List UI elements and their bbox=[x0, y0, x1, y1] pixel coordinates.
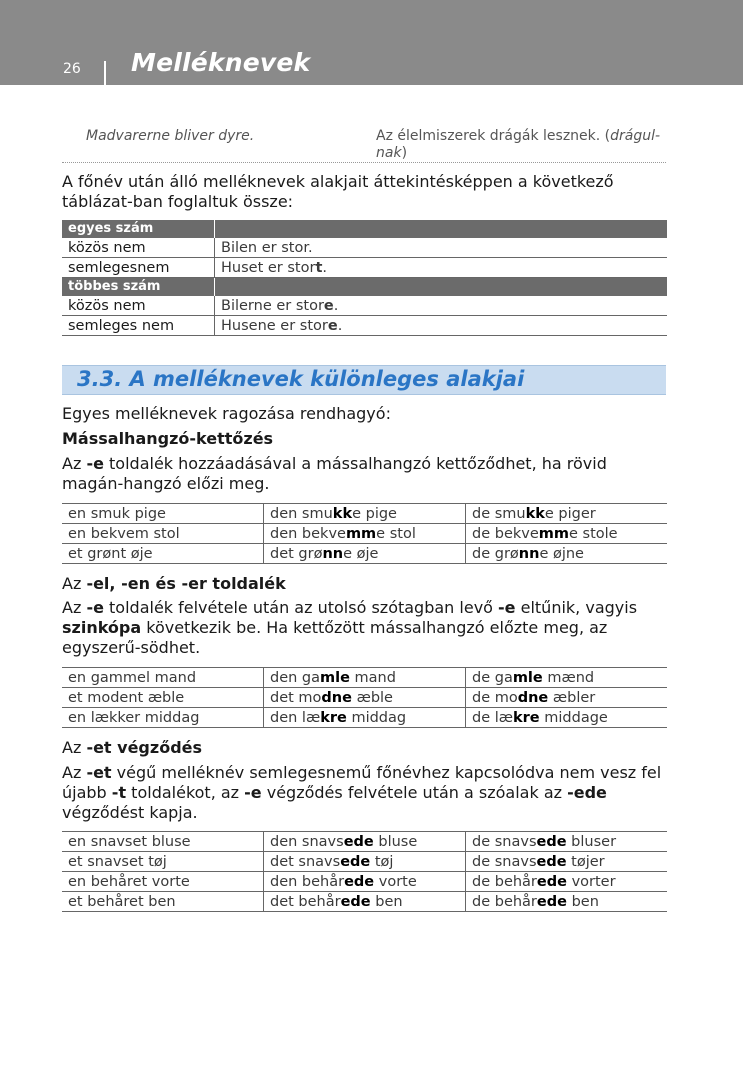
text-run: det snavs bbox=[270, 853, 341, 870]
text-run: den snavs bbox=[270, 833, 344, 850]
table-cell bbox=[62, 892, 264, 912]
table-cell bbox=[62, 852, 264, 872]
bold-run: e bbox=[327, 317, 338, 334]
example-hungarian-text: Az élelmiszerek drágák lesznek. ( bbox=[376, 128, 611, 144]
table-cell bbox=[62, 668, 264, 688]
table-row bbox=[62, 238, 667, 258]
table-cell bbox=[264, 872, 466, 892]
text-run: . bbox=[333, 297, 339, 314]
text-run: toldalék hozzáadásával a mássalhangzó kettőződhet, ha rövid magán-hangzó előzi meg. bbox=[62, 454, 607, 493]
bold-run: -en és -er toldalék bbox=[121, 574, 286, 593]
text-run: æbler bbox=[548, 689, 596, 706]
table-row bbox=[62, 832, 667, 852]
table-row bbox=[62, 296, 667, 316]
text-run: en bekvem stol bbox=[68, 525, 180, 542]
text-run: den smu bbox=[270, 505, 333, 522]
text-run: det behår bbox=[270, 893, 341, 910]
table-row bbox=[62, 524, 667, 544]
text-run: Az bbox=[62, 738, 87, 757]
text-run: e stole bbox=[568, 525, 618, 542]
table-header-row bbox=[62, 220, 667, 238]
subheading-consonant-doubling: Mássalhangzó-kettőzés bbox=[62, 429, 274, 448]
text-run: middage bbox=[539, 709, 608, 726]
text-run: de snavs bbox=[472, 853, 537, 870]
text-run: végű melléknév semlegesnemű főnévhez kapcsolódva nem vesz fel újabb bbox=[62, 763, 662, 802]
bold-run: dne bbox=[517, 689, 549, 706]
paragraph-consonant-doubling bbox=[62, 454, 668, 494]
bold-run: -e bbox=[86, 598, 104, 617]
table-row bbox=[62, 544, 667, 564]
text-run: de grø bbox=[472, 545, 519, 562]
cell-example bbox=[215, 296, 668, 316]
text-run: æble bbox=[351, 689, 393, 706]
text-run: e piger bbox=[544, 505, 596, 522]
subheading-et-ending bbox=[62, 738, 668, 758]
text-run: et grønt øje bbox=[68, 545, 153, 562]
table-cell bbox=[62, 504, 264, 524]
text-run: det mo bbox=[270, 689, 322, 706]
intro-paragraph: A főnév után álló melléknevek alakjait áttekintésképpen a következő táblázat-ban foglaltuk össze: bbox=[62, 172, 614, 211]
bold-run: e bbox=[323, 297, 334, 314]
table-row bbox=[62, 872, 667, 892]
table-cell bbox=[264, 852, 466, 872]
text-run: tøj bbox=[370, 853, 394, 870]
table-row bbox=[62, 708, 667, 728]
text-run: den behår bbox=[270, 873, 345, 890]
text-run: ben bbox=[370, 893, 403, 910]
table-cell bbox=[466, 668, 668, 688]
text-run: bluse bbox=[373, 833, 418, 850]
text-run: Az bbox=[62, 454, 87, 473]
header-divider bbox=[104, 61, 106, 85]
text-run: de mo bbox=[472, 689, 518, 706]
table-cell bbox=[62, 688, 264, 708]
text-run: et behåret ben bbox=[68, 893, 176, 910]
dotted-divider bbox=[62, 162, 666, 163]
bold-run: ede bbox=[536, 833, 567, 850]
table-cell bbox=[62, 544, 264, 564]
cell-label: egyes szám bbox=[62, 220, 215, 238]
text-run: Az bbox=[62, 598, 87, 617]
table-consonant-doubling bbox=[62, 503, 667, 564]
text-run: e pige bbox=[352, 505, 397, 522]
text-run: den bekve bbox=[270, 525, 346, 542]
example-hungarian-close: ) bbox=[401, 145, 408, 161]
table-et-ending bbox=[62, 831, 667, 912]
table-cell bbox=[62, 708, 264, 728]
table-cell bbox=[264, 524, 466, 544]
table-row bbox=[62, 504, 667, 524]
text-run: Huset er stor bbox=[221, 259, 316, 276]
cell-label: többes szám bbox=[62, 278, 215, 297]
bold-run: mm bbox=[345, 525, 377, 542]
bold-run: kk bbox=[525, 505, 545, 522]
bold-run: mm bbox=[538, 525, 569, 542]
paragraph-et-ending bbox=[62, 763, 668, 823]
bold-run: szinkópa bbox=[62, 618, 142, 637]
bold-run: mle bbox=[320, 669, 350, 686]
table-cell bbox=[466, 852, 668, 872]
cell-example bbox=[215, 238, 668, 258]
page-number: 26 bbox=[63, 61, 81, 77]
table-cell bbox=[466, 832, 668, 852]
text-run: de ga bbox=[472, 669, 513, 686]
bold-run: dne bbox=[321, 689, 352, 706]
example-danish: Madvarerne bliver dyre. bbox=[86, 128, 255, 144]
table-cell bbox=[62, 524, 264, 544]
table-cell bbox=[264, 668, 466, 688]
example-hungarian bbox=[376, 128, 666, 162]
cell-example bbox=[215, 316, 668, 336]
text-run: en gammel mand bbox=[68, 669, 197, 686]
summary-table bbox=[62, 220, 667, 336]
section-heading bbox=[62, 365, 666, 395]
text-run: de behår bbox=[472, 893, 537, 910]
text-run: Az bbox=[62, 763, 87, 782]
cell-label: semlegesnem bbox=[62, 258, 215, 278]
bold-run: ede bbox=[536, 853, 567, 870]
table-cell bbox=[264, 544, 466, 564]
text-run: bluser bbox=[566, 833, 617, 850]
text-run: en behåret vorte bbox=[68, 873, 190, 890]
table-cell bbox=[264, 832, 466, 852]
text-run: den læ bbox=[270, 709, 321, 726]
table-syncope bbox=[62, 667, 667, 728]
table-row bbox=[62, 258, 667, 278]
cell-example bbox=[215, 220, 668, 238]
bold-run: kk bbox=[332, 505, 353, 522]
text-run: következik be. Ha kettőzött mássalhangzó előzte meg, az egyszerű-södhet. bbox=[62, 618, 608, 657]
text-run: tøjer bbox=[566, 853, 605, 870]
text-run: det grø bbox=[270, 545, 323, 562]
chapter-title: Melléknevek bbox=[131, 48, 311, 77]
text-run: Bilerne er stor bbox=[221, 297, 324, 314]
bold-run: kre bbox=[320, 709, 347, 726]
bold-run: -el bbox=[86, 574, 110, 593]
bold-run: -t bbox=[111, 783, 127, 802]
bold-run: ede bbox=[536, 873, 567, 890]
text-run: Az bbox=[62, 574, 87, 593]
text-run: mænd bbox=[542, 669, 595, 686]
text-run: vorte bbox=[374, 873, 417, 890]
bold-run: ede bbox=[340, 853, 371, 870]
text-run: de bekve bbox=[472, 525, 539, 542]
text-run: . bbox=[322, 259, 327, 276]
text-run: en smuk pige bbox=[68, 505, 166, 522]
text-run: . bbox=[337, 317, 343, 334]
page-header bbox=[0, 0, 743, 85]
cell-example bbox=[215, 258, 668, 278]
cell-label: semleges nem bbox=[62, 316, 215, 336]
cell-label: közös nem bbox=[62, 296, 215, 316]
text-run: Bilen er stor. bbox=[221, 239, 313, 256]
bold-run: mle bbox=[512, 669, 543, 686]
table-cell bbox=[264, 504, 466, 524]
bold-run: -ede bbox=[567, 783, 607, 802]
bold-run: ede bbox=[343, 833, 374, 850]
bold-run: ede bbox=[344, 873, 375, 890]
table-header-row bbox=[62, 278, 667, 297]
table-cell bbox=[466, 504, 668, 524]
text-run: middag bbox=[346, 709, 407, 726]
text-run: de behår bbox=[472, 873, 537, 890]
table-cell bbox=[466, 524, 668, 544]
cell-example bbox=[215, 278, 668, 297]
text-run: en lækker middag bbox=[68, 709, 200, 726]
text-run: e øje bbox=[343, 545, 379, 562]
text-run: de snavs bbox=[472, 833, 537, 850]
table-row bbox=[62, 668, 667, 688]
text-run: de smu bbox=[472, 505, 526, 522]
subheading-el-en-er bbox=[62, 574, 668, 594]
text-run: toldalék felvétele után az utolsó szótagban levő bbox=[103, 598, 499, 617]
table-row bbox=[62, 316, 667, 336]
bold-run: t bbox=[315, 259, 323, 276]
section-title: 3.3. A melléknevek különleges alakjai bbox=[77, 367, 525, 391]
text-run: Husene er stor bbox=[221, 317, 328, 334]
bold-run: -et végződés bbox=[86, 738, 203, 757]
text-run: vorter bbox=[566, 873, 616, 890]
table-cell bbox=[466, 708, 668, 728]
table-cell bbox=[264, 688, 466, 708]
table-row bbox=[62, 688, 667, 708]
text-run: et modent æble bbox=[68, 689, 185, 706]
bold-run: ede bbox=[536, 893, 567, 910]
text-run: végződés felvétele után a szóalak az bbox=[261, 783, 568, 802]
table-cell bbox=[466, 872, 668, 892]
bold-run: -e bbox=[244, 783, 262, 802]
table-cell bbox=[466, 688, 668, 708]
text-run: e øjne bbox=[539, 545, 584, 562]
table-cell bbox=[466, 544, 668, 564]
bold-run: nn bbox=[518, 545, 540, 562]
bold-run: kre bbox=[513, 709, 540, 726]
table-cell bbox=[264, 892, 466, 912]
table-cell bbox=[62, 872, 264, 892]
text-run: de læ bbox=[472, 709, 514, 726]
bold-run: -e bbox=[86, 454, 104, 473]
paragraph-syncope bbox=[62, 598, 668, 658]
bold-run: , bbox=[109, 574, 122, 593]
table-row bbox=[62, 852, 667, 872]
bold-run: -e bbox=[498, 598, 516, 617]
text-run: végződést kapja. bbox=[62, 803, 198, 822]
text-run: toldalékot, az bbox=[126, 783, 245, 802]
text-run: den ga bbox=[270, 669, 321, 686]
text-run: en snavset bluse bbox=[68, 833, 191, 850]
text-run: et snavset tøj bbox=[68, 853, 167, 870]
table-cell bbox=[264, 708, 466, 728]
text-run: eltűnik, vagyis bbox=[515, 598, 638, 617]
text-run: e stol bbox=[376, 525, 416, 542]
text-run: ben bbox=[566, 893, 599, 910]
bold-run: -et bbox=[86, 763, 112, 782]
example-hungarian-italic: drágul-nak bbox=[376, 128, 661, 161]
bold-run: nn bbox=[322, 545, 344, 562]
paragraph-irregular: Egyes melléknevek ragozása rendhagyó: bbox=[62, 404, 391, 423]
table-row bbox=[62, 892, 667, 912]
cell-label: közös nem bbox=[62, 238, 215, 258]
bold-run: ede bbox=[340, 893, 371, 910]
table-cell bbox=[62, 832, 264, 852]
text-run: mand bbox=[349, 669, 396, 686]
table-cell bbox=[466, 892, 668, 912]
